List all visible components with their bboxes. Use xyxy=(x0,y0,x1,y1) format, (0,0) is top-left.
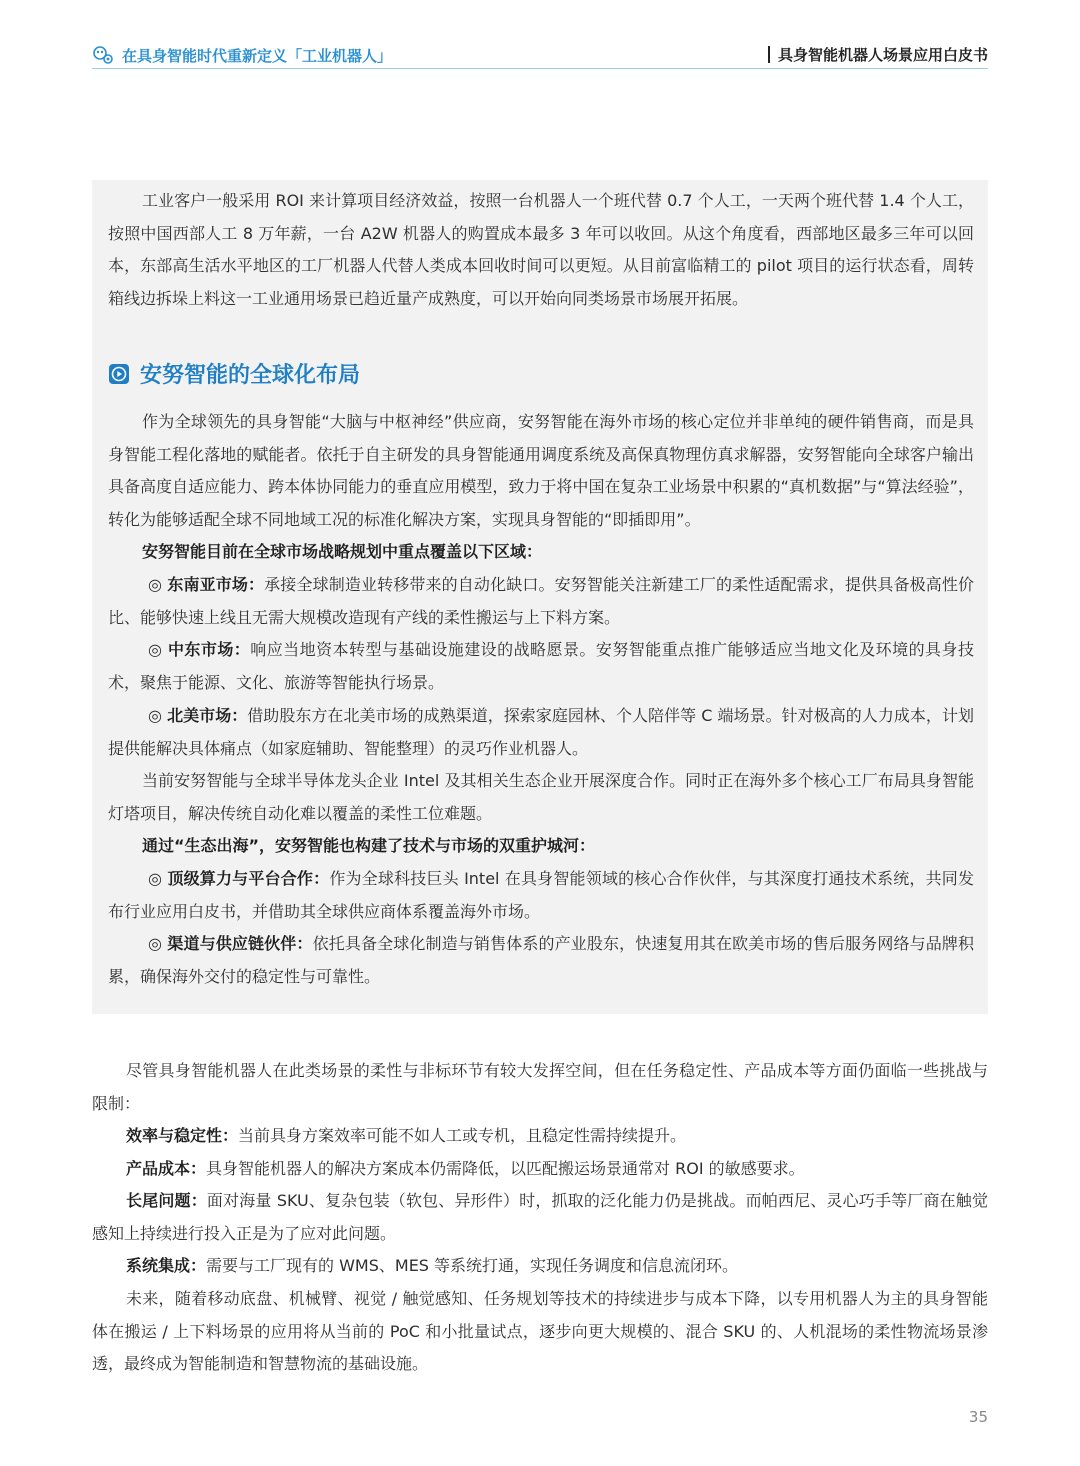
play-icon xyxy=(108,363,130,385)
challenge-integration xyxy=(92,1250,988,1283)
challenge-label: 产品成本： xyxy=(126,1159,207,1178)
challenge-long-tail xyxy=(92,1185,988,1250)
box-paragraph-1: 作为全球领先的具身智能“大脑与中枢神经”供应商，安努智能在海外市场的核心定位并非单纯的硬件销售商，而是具身智能工程化落地的赋能者。依托于自主研发的具身智能通用调度系统及高保真物理仿真求解器，安努智能向全球客户输出具备高度自适应能力、跨本体协同能力的垂直应用模型，致力于将中国在复杂工业场景中积累的“真机数据”与“算法经验”，转化为能够适配全球不同地域工况的标准化解决方案，实现具身智能的“即插即用”。 xyxy=(108,412,974,529)
moat-text: 作为全球科技巨头 Intel 在具身智能领域的核心合作伙伴，与其深度打通技术系统，共同发布行业应用白皮书，并借助其全球供应商体系覆盖海外市场。 xyxy=(108,869,974,921)
header-right-title: 具身智能机器人场景应用白皮书 xyxy=(777,46,988,64)
region-label: 东南亚市场： xyxy=(167,575,265,594)
challenge-label: 系统集成： xyxy=(126,1256,207,1275)
challenge-efficiency xyxy=(92,1120,988,1153)
bullet-icon: ◎ xyxy=(148,869,163,888)
moat-item-compute xyxy=(108,863,974,928)
region-item-southeast-asia xyxy=(108,569,974,634)
region-text: 承接全球制造业转移带来的自动化缺口。安努智能关注新建工厂的柔性适配需求，提供具备极高性价比、能够快速上线且无需大规模改造现有产线的柔性搬运与上下料方案。 xyxy=(108,575,974,627)
bullet-icon: ◎ xyxy=(148,934,163,953)
moat-heading xyxy=(142,830,974,863)
moat-label: 顶级算力与平台合作： xyxy=(167,869,330,888)
region-label: 北美市场： xyxy=(167,706,248,725)
bullet-icon: ◎ xyxy=(148,706,162,725)
section-title-text: 安努智能的全球化布局 xyxy=(140,363,361,388)
header-left xyxy=(92,44,392,66)
bullet-icon: ◎ xyxy=(148,640,163,659)
challenge-label: 效率与稳定性： xyxy=(126,1126,239,1145)
region-label: 中东市场： xyxy=(167,640,251,659)
challenge-text: 需要与工厂现有的 WMS、MES 等系统打通，实现任务调度和信息流闭环。 xyxy=(206,1256,739,1275)
moat-label: 渠道与供应链伙伴： xyxy=(167,934,313,953)
header-left-title: 在具身智能时代重新定义「工业机器人」 xyxy=(122,46,393,65)
page-header xyxy=(0,0,1080,80)
box-intro-paragraph: 工业客户一般采用 ROI 来计算项目经济效益，按照一台机器人一个班代替 0.7 个人工，一天两个班代替 1.4 个人工，按照中国西部人工 8 万年薪，一台 A2W 机器人的购置成本最多 3 年可以收回。从这个角度看，西部地区最多三年可以回本，东部高生活水平地区的工厂机器人代替人类成本回收时间可以更短。从目前富临精工的 pilot 项目的运行状态看，周转箱线边拆垛上料这一工业通用场景已趋近量产成熟度，可以开始向同类场景市场展开拓展。 xyxy=(108,191,974,308)
section-title xyxy=(108,358,360,389)
challenge-text: 具身智能机器人的解决方案成本仍需降低，以匹配搬运场景通常对 ROI 的敏感要求。 xyxy=(206,1159,805,1178)
box-paragraph-2: 当前安努智能与全球半导体龙头企业 Intel 及其相关生态企业开展深度合作。同时正在海外多个核心工厂布局具身智能灯塔项目，解决传统自动化难以覆盖的柔性工位难题。 xyxy=(108,771,974,823)
challenge-cost xyxy=(92,1153,988,1186)
challenge-label: 长尾问题： xyxy=(126,1191,207,1210)
page-number: 35 xyxy=(968,1408,988,1426)
regions-heading xyxy=(142,536,974,569)
header-divider xyxy=(92,68,988,69)
region-item-middle-east xyxy=(108,634,974,699)
region-item-north-america xyxy=(108,700,974,765)
moat-text: 依托具备全球化制造与销售体系的产业股东，快速复用其在欧美市场的售后服务网络与品牌积累，确保海外交付的稳定性与可靠性。 xyxy=(108,934,974,986)
region-text: 响应当地资本转型与基础设施建设的战略愿景。安努智能重点推广能够适应当地文化及环境的具身技术，聚焦于能源、文化、旅游等智能执行场景。 xyxy=(108,640,974,692)
main-paragraph-2: 未来，随着移动底盘、机械臂、视觉 / 触觉感知、任务规划等技术的持续进步与成本下降，以专用机器人为主的具身智能体在搬运 / 上下料场景的应用将从当前的 PoC 和小批量试点，逐步向更大规模的、混合 SKU 的、人机混场的柔性物流场景渗透，最终成为智能制造和智慧物流的基础设施。 xyxy=(92,1289,988,1373)
robot-gear-icon xyxy=(92,44,114,66)
regions-heading-text: 安努智能目前在全球市场战略规划中重点覆盖以下区域： xyxy=(142,542,543,561)
moat-item-channel xyxy=(108,928,974,993)
main-paragraph-1: 尽管具身智能机器人在此类场景的柔性与非标环节有较大发挥空间，但在任务稳定性、产品成本等方面仍面临一些挑战与限制： xyxy=(92,1061,988,1113)
bullet-icon: ◎ xyxy=(148,575,163,594)
moat-heading-text: 通过“生态出海”，安努智能也构建了技术与市场的双重护城河： xyxy=(142,836,596,855)
region-text: 借助股东方在北美市场的成熟渠道，探索家庭园林、个人陪伴等 C 端场景。针对极高的人力成本，计划提供能解决具体痛点（如家庭辅助、智能整理）的灵巧作业机器人。 xyxy=(108,706,974,758)
header-separator xyxy=(768,46,770,63)
challenge-text: 面对海量 SKU、复杂包装（软包、异形件）时，抓取的泛化能力仍是挑战。而帕西尼、灵心巧手等厂商在触觉感知上持续进行投入正是为了应对此问题。 xyxy=(92,1191,988,1243)
header-right xyxy=(768,44,988,65)
challenge-text: 当前具身方案效率可能不如人工或专机，且稳定性需持续提升。 xyxy=(238,1126,687,1145)
